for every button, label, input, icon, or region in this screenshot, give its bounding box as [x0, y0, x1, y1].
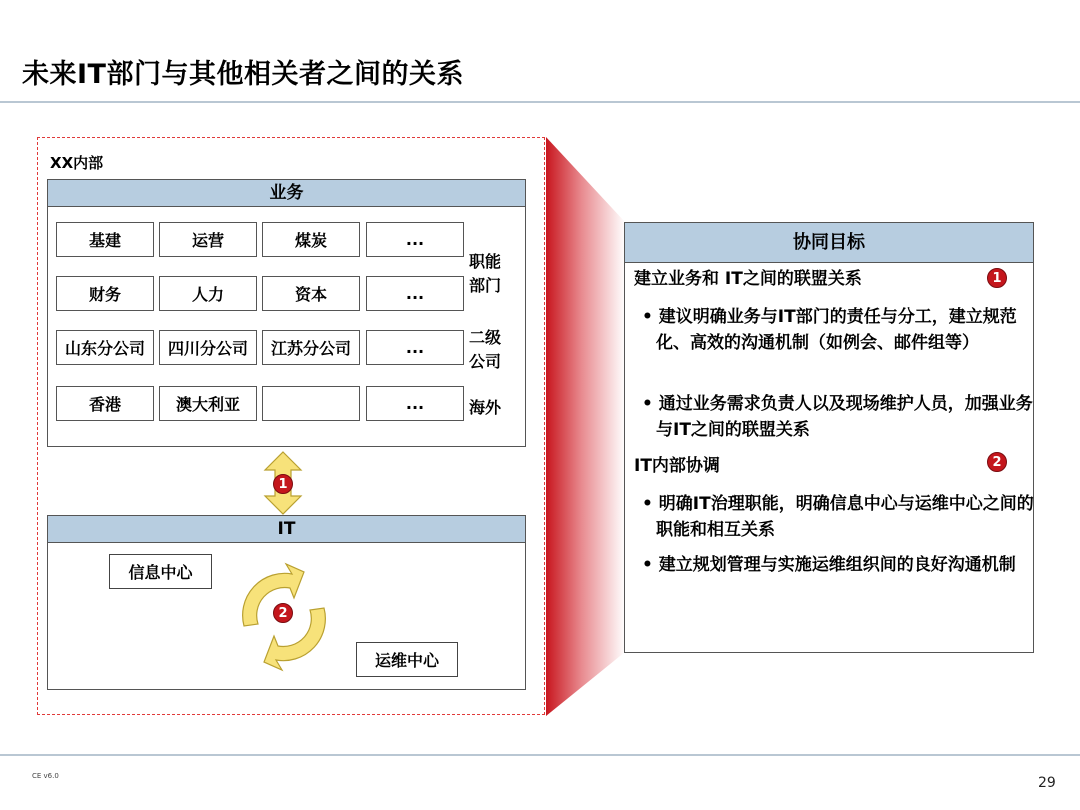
business-cell: 江苏分公司: [262, 330, 360, 365]
business-cell: 财务: [56, 276, 154, 311]
page-title: 未来IT部门与其他相关者之间的关系: [22, 59, 464, 90]
version-label: CE v6.0: [32, 772, 59, 780]
goal-heading-2: IT内部协调: [634, 456, 720, 476]
goals-header: 协同目标: [625, 223, 1033, 263]
internal-label: XX内部: [50, 154, 104, 172]
goal-badge-2-icon: 2: [987, 452, 1007, 472]
business-header: 业务: [48, 180, 525, 207]
business-cell: ...: [366, 330, 464, 365]
business-cell: ...: [366, 386, 464, 421]
business-cell: 山东分公司: [56, 330, 154, 365]
badge-2-icon: 2: [273, 603, 293, 623]
business-cell: 运营: [159, 222, 257, 257]
ops-center-box: 运维中心: [356, 642, 458, 677]
business-cell: ...: [366, 222, 464, 257]
row-label-overseas: 海外: [469, 398, 502, 417]
goal-heading-1: 建立业务和 IT之间的联盟关系: [634, 269, 862, 289]
goal-badge-1-icon: 1: [987, 268, 1007, 288]
business-cell: 基建: [56, 222, 154, 257]
row-label-subsidiary: 二级公司: [469, 328, 502, 371]
page-number: 29: [1038, 775, 1056, 791]
funnel-shape: [546, 137, 625, 716]
goal-bullet: • 建议明确业务与IT部门的责任与分工，建立规范化、高效的沟通机制（如例会、邮件组等）: [642, 307, 1017, 353]
business-cell: 四川分公司: [159, 330, 257, 365]
goal-bullet: • 明确IT治理职能，明确信息中心与运维中心之间的职能和相互关系: [642, 494, 1034, 540]
business-cell: 人力: [159, 276, 257, 311]
it-header: IT: [48, 516, 525, 543]
goal-bullet: • 建立规划管理与实施运维组织间的良好沟通机制: [642, 555, 1016, 575]
row-label-functional: 职能部门: [469, 252, 502, 295]
business-cell: 资本: [262, 276, 360, 311]
business-cell: [262, 386, 360, 421]
business-cell: 煤炭: [262, 222, 360, 257]
business-cell: 澳大利亚: [159, 386, 257, 421]
badge-1-icon: 1: [273, 474, 293, 494]
business-cell: ...: [366, 276, 464, 311]
business-cell: 香港: [56, 386, 154, 421]
info-center-box: 信息中心: [109, 554, 212, 589]
goal-bullet: • 通过业务需求负责人以及现场维护人员，加强业务与IT之间的联盟关系: [642, 394, 1033, 440]
